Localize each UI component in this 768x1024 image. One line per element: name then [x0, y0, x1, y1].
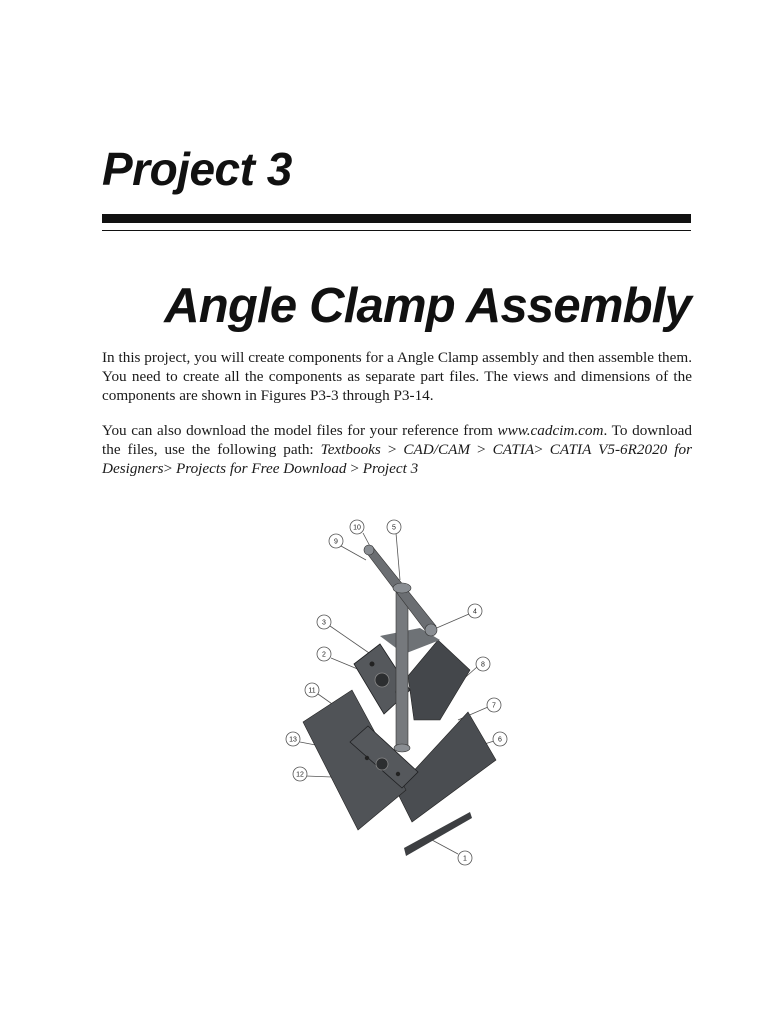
balloon-8: [476, 657, 490, 671]
thick-rule: [102, 214, 691, 223]
download-text: . To download the files, use the following path:: [102, 422, 693, 458]
balloon-13: [286, 732, 300, 746]
balloon-12: [293, 767, 307, 781]
balloon-2: [317, 647, 331, 661]
screw-rod-part: [396, 588, 408, 748]
path-textbooks: Textbooks: [320, 441, 381, 458]
balloon-4: [468, 604, 482, 618]
website-link[interactable]: www.cadcim.com: [497, 422, 604, 439]
balloon-label: 9: [334, 538, 338, 546]
balloon-label: 3: [322, 619, 326, 627]
balloon-10: [350, 520, 364, 534]
balloon-9: [329, 534, 343, 548]
path-project3: Project 3: [362, 460, 419, 477]
path-separator: >: [380, 441, 404, 458]
balloon-label: 13: [289, 736, 297, 744]
balloon-5: [387, 520, 401, 534]
path-cadcam: CAD/CAM: [403, 441, 471, 458]
balloon-label: 6: [498, 736, 502, 744]
page-title: Angle Clamp Assembly: [164, 279, 691, 333]
download-paragraph: [102, 421, 692, 478]
balloon-label: 2: [322, 651, 326, 659]
intro-paragraph: In this project, you will create components for a Angle Clamp assembly and then assemble them. You need to create all the components as separate part files. The views and dimensions of the components are shown in Figures P3-3 through P3-14.: [102, 349, 692, 404]
path-projects: Projects for Free Download: [175, 460, 347, 477]
balloon-label: 1: [463, 855, 467, 863]
balloon-label: 10: [353, 524, 361, 532]
path-catia: CATIA: [492, 441, 535, 458]
balloon-label: 12: [296, 771, 304, 779]
balloon-6: [493, 732, 507, 746]
angle-clamp-figure: [284, 514, 520, 874]
balloon-label: 11: [308, 687, 316, 695]
path-separator: >: [470, 441, 493, 458]
balloon-7: [487, 698, 501, 712]
balloon-3: [317, 615, 331, 629]
balloon-1: [458, 851, 472, 865]
balloon-11: [305, 683, 319, 697]
balloon-label: 4: [473, 608, 477, 616]
thin-rule: [102, 230, 691, 231]
balloon-label: 5: [392, 524, 396, 532]
project-label: Project 3: [102, 143, 292, 195]
balloon-label: 8: [481, 661, 485, 669]
path-separator: >: [534, 441, 550, 458]
path-separator: >: [346, 460, 363, 477]
path-separator: >: [163, 460, 173, 477]
body-block-part: [408, 640, 470, 720]
balloon-label: 7: [492, 702, 496, 710]
path-catia-book: CATIA V5-6R2020 for Designers: [102, 441, 692, 477]
download-text: You can also download the model files for your reference from: [102, 422, 498, 439]
